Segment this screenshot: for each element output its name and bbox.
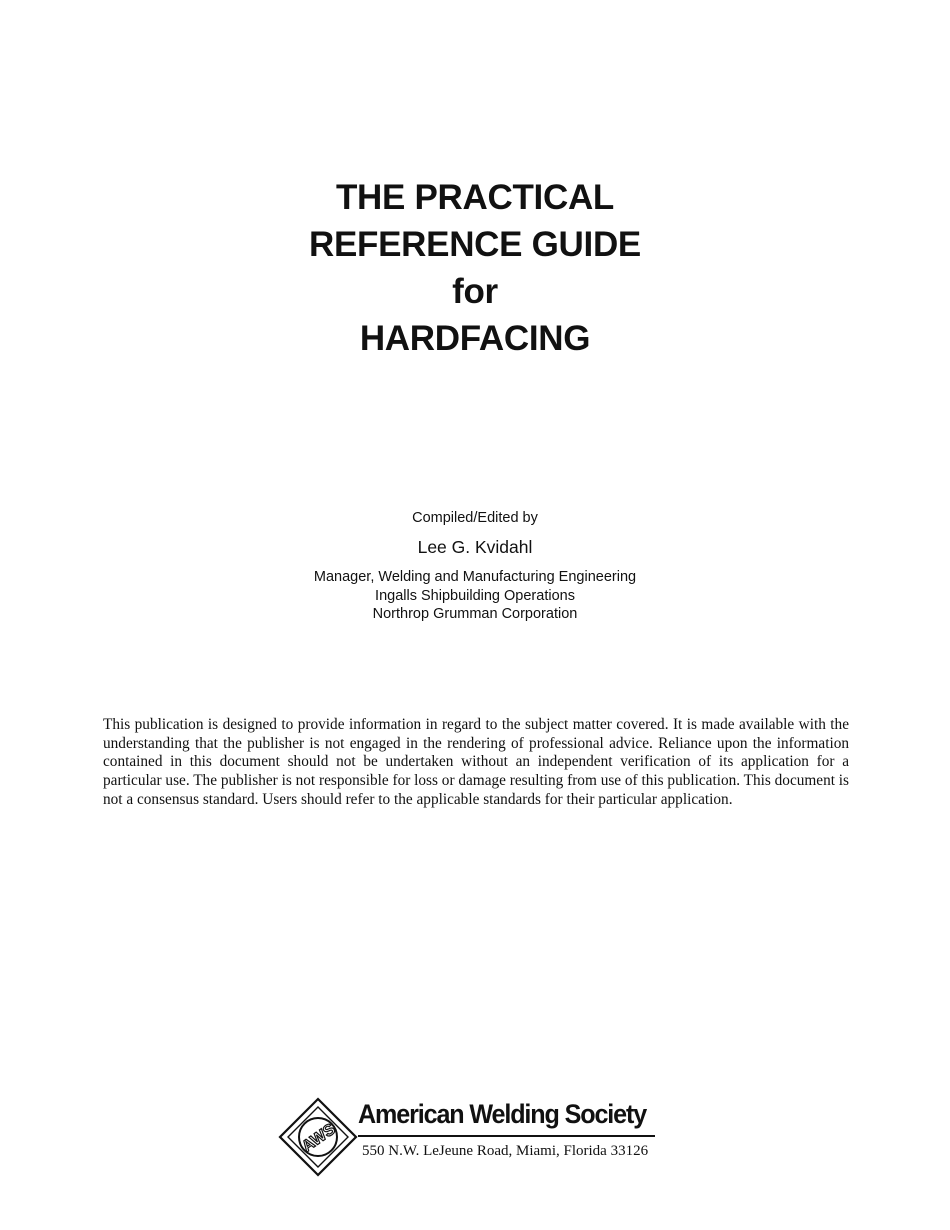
author-name: Lee G. Kvidahl (417, 537, 533, 557)
compiled-by-label: Compiled/Edited by (412, 510, 538, 526)
publisher-block (278, 1097, 678, 1177)
aws-logo-text: AWS (299, 1120, 339, 1156)
book-title (0, 174, 950, 362)
publisher-address: 550 N.W. LeJeune Road, Miami, Florida 33126 (362, 1143, 649, 1159)
title-line-3: for (452, 272, 498, 311)
affiliation-title: Manager, Welding and Manufacturing Engineering (313, 569, 637, 585)
disclaimer-paragraph: This publication is designed to provide information in regard to the subject matter covered. It is made available with the understanding that the publisher is not engaged in the rendering of professional advice. Reliance upon the information contained in this document should not be undertaken without an independent verification of its application for a particular use. The publisher is not responsible for loss or damage resulting from use of this publication. This document is not a consensus standard. Users should refer to the applicable standards for their particular application. (103, 716, 849, 808)
title-line-2: REFERENCE GUIDE (309, 225, 641, 264)
author-affiliations (0, 568, 950, 624)
title-line-1: THE PRACTICAL (335, 178, 615, 217)
publisher-name: American Welding Society (358, 1099, 647, 1129)
affiliation-division: Ingalls Shipbuilding Operations (375, 587, 575, 604)
affiliation-company: Northrop Grumman Corporation (372, 606, 578, 622)
publisher-divider (358, 1135, 655, 1137)
aws-diamond-logo-icon (278, 1097, 358, 1177)
title-line-4: HARDFACING (359, 319, 591, 358)
